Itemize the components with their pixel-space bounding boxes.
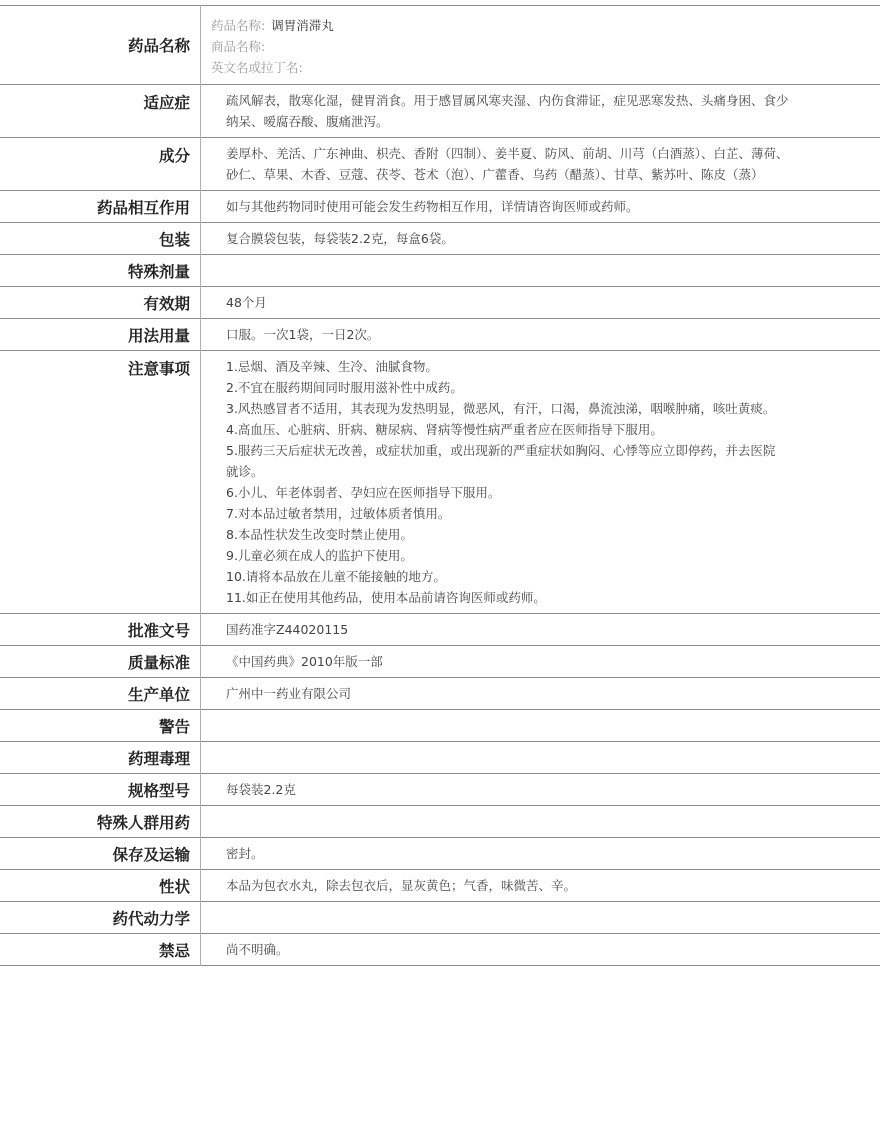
row-value-appearance: 本品为包衣水丸，除去包衣后，显灰黄色；气香，味微苦、辛。 (226, 878, 577, 893)
row-contraindications (0, 934, 880, 966)
generic-name-value: 调胃消滞丸 (271, 18, 334, 33)
row-value-manufacturer: 广州中一药业有限公司 (226, 686, 352, 701)
row-value-validity: 48个月 (226, 295, 267, 310)
row-value-packaging: 复合膜袋包装，每袋装2.2克，每盒6袋。 (226, 231, 454, 246)
trade-name-line (211, 36, 860, 57)
row-label-validity: 有效期 (0, 287, 201, 319)
row-value-warning (201, 710, 880, 742)
row-appearance (0, 870, 880, 902)
precaution-item: 11.如正在使用其他药品，使用本品前请咨询医师或药师。 (226, 590, 546, 605)
row-label-standard: 质量标准 (0, 646, 201, 678)
row-value-indications: 疏风解表，散寒化湿，健胃消食。用于感冒属风寒夹湿、内伤食滞证，症见恶寒发热、头痛身困、食少纳呆、嗳腐吞酸、腹痛泄泻。 (226, 93, 789, 129)
row-label-special-dosage: 特殊剂量 (0, 255, 201, 287)
row-value-special-dosage (201, 255, 880, 287)
row-ingredients (0, 138, 880, 191)
precaution-item: 3.风热感冒者不适用，其表现为发热明显，微恶风，有汗，口渴，鼻流浊涕，咽喉肿痛，咳吐黄痰。 (226, 401, 776, 416)
row-label-contraindications: 禁忌 (0, 934, 201, 966)
precaution-item: 6.小儿、年老体弱者、孕妇应在医师指导下服用。 (226, 485, 501, 500)
row-label-precautions: 注意事项 (0, 351, 201, 614)
precaution-item: 4.高血压、心脏病、肝病、糖尿病、肾病等慢性病严重者应在医师指导下服用。 (226, 422, 663, 437)
row-label-warning: 警告 (0, 710, 201, 742)
row-value-approval: 国药准字Z44020115 (226, 622, 349, 637)
precaution-item: 8.本品性状发生改变时禁止使用。 (226, 527, 413, 542)
row-value-ingredients: 姜厚朴、羌活、广东神曲、枳壳、香附（四制）、姜半夏、防风、前胡、川芎（白酒蒸）、白芷、薄荷、砂仁、草果、木香、豆蔻、茯苓、苍术（泡）、广藿香、乌药（醋蒸）、甘草、紫苏叶、陈皮（蒸） (226, 146, 789, 182)
row-label-indications: 适应症 (0, 85, 201, 138)
row-validity (0, 287, 880, 319)
english-name-label: 英文名或拉丁名: (211, 60, 303, 75)
row-special-population (0, 806, 880, 838)
row-value-pharmacology (201, 742, 880, 774)
row-value-interactions: 如与其他药物同时使用可能会发生药物相互作用，详情请咨询医师或药师。 (226, 199, 639, 214)
precaution-item: 7.对本品过敏者禁用，过敏体质者慎用。 (226, 506, 451, 521)
row-label-interactions: 药品相互作用 (0, 191, 201, 223)
row-warning (0, 710, 880, 742)
row-value-standard: 《中国药典》2010年版一部 (226, 654, 383, 669)
row-label-storage: 保存及运输 (0, 838, 201, 870)
row-label-pharmacology: 药理毒理 (0, 742, 201, 774)
row-value-specification: 每袋装2.2克 (226, 782, 296, 797)
row-label-pharmacokinetics: 药代动力学 (0, 902, 201, 934)
row-specification (0, 774, 880, 806)
row-value-pharmacokinetics (201, 902, 880, 934)
precaution-item: 10.请将本品放在儿童不能接触的地方。 (226, 569, 446, 584)
trade-name-label: 商品名称: (211, 39, 266, 54)
precaution-item: 5.服药三天后症状无改善，或症状加重，或出现新的严重症状如胸闷、心悸等应立即停药，并去医院就诊。 (226, 443, 776, 479)
row-label-ingredients: 成分 (0, 138, 201, 191)
row-pharmacokinetics (0, 902, 880, 934)
row-approval (0, 614, 880, 646)
row-label-usage: 用法用量 (0, 319, 201, 351)
row-label-specification: 规格型号 (0, 774, 201, 806)
row-pharmacology (0, 742, 880, 774)
row-indications (0, 85, 880, 138)
precaution-item: 1.忌烟、酒及辛辣、生冷、油腻食物。 (226, 359, 438, 374)
row-standard (0, 646, 880, 678)
row-manufacturer (0, 678, 880, 710)
generic-name-line (211, 15, 860, 36)
row-value-precautions (201, 351, 880, 614)
row-usage (0, 319, 880, 351)
row-value-special-population (201, 806, 880, 838)
generic-name-label: 药品名称: (211, 18, 266, 33)
row-label-approval: 批准文号 (0, 614, 201, 646)
row-drug-name (0, 6, 880, 85)
row-packaging (0, 223, 880, 255)
row-label-drug-name: 药品名称 (0, 6, 201, 85)
row-label-special-population: 特殊人群用药 (0, 806, 201, 838)
row-label-appearance: 性状 (0, 870, 201, 902)
row-value-contraindications: 尚不明确。 (226, 942, 289, 957)
row-storage (0, 838, 880, 870)
drug-name-block (201, 6, 880, 85)
drug-info-table (0, 5, 880, 966)
precaution-item: 9.儿童必须在成人的监护下使用。 (226, 548, 413, 563)
row-precautions (0, 351, 880, 614)
precaution-item: 2.不宜在服药期间同时服用滋补性中成药。 (226, 380, 463, 395)
row-special-dosage (0, 255, 880, 287)
row-value-usage: 口服。一次1袋，一日2次。 (226, 327, 380, 342)
row-label-packaging: 包装 (0, 223, 201, 255)
row-label-manufacturer: 生产单位 (0, 678, 201, 710)
row-value-storage: 密封。 (226, 846, 264, 861)
row-interactions (0, 191, 880, 223)
english-name-line (211, 57, 860, 78)
